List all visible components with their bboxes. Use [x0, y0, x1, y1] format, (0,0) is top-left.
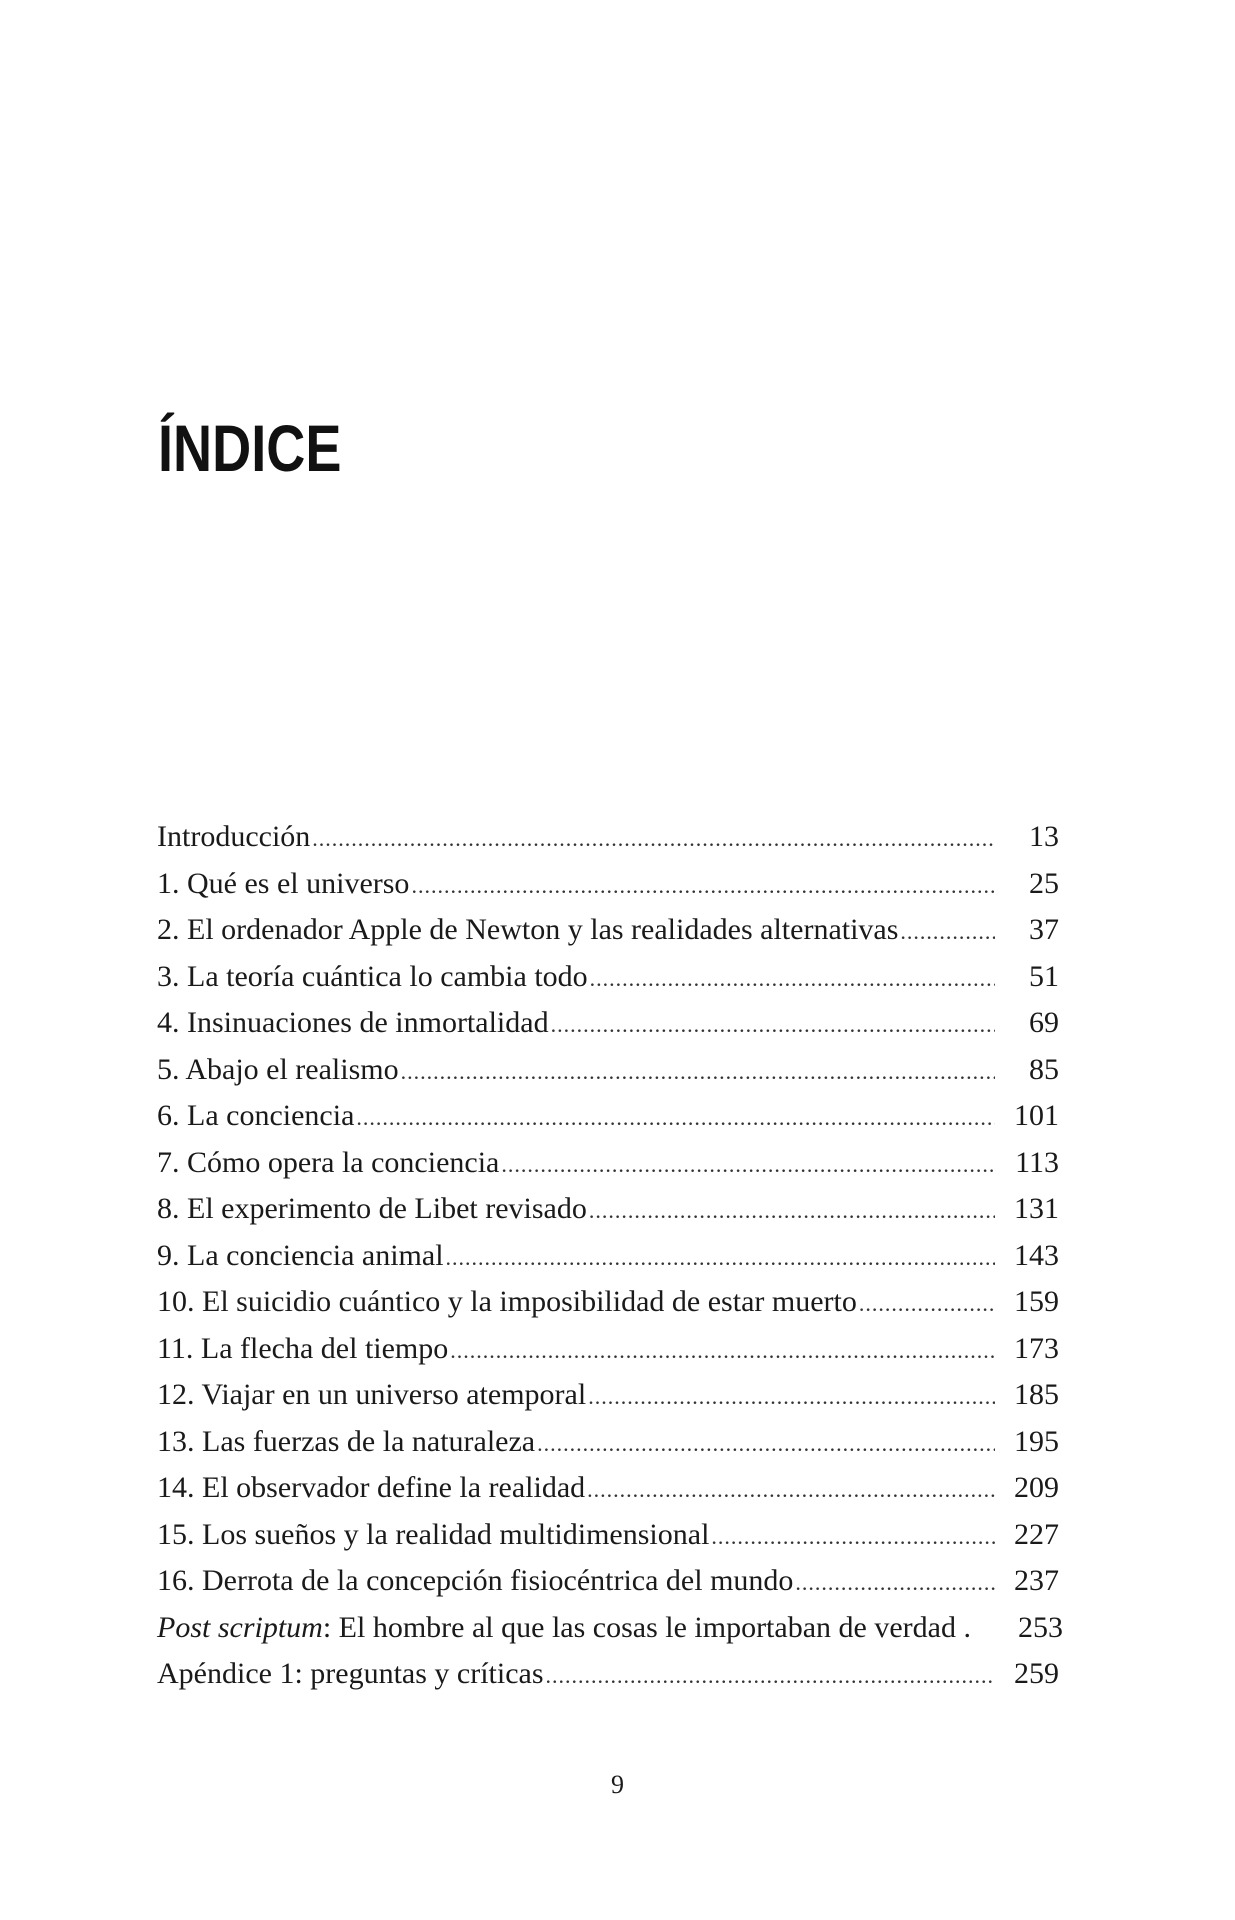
toc-entry-page: 173 — [1014, 1331, 1059, 1365]
toc-entry-4 — [157, 1000, 1059, 1047]
dot-leader — [795, 1560, 995, 1607]
toc-entry-11 — [157, 1326, 1059, 1373]
dot-leader — [711, 1514, 995, 1561]
toc-entry-label: 6. La conciencia — [157, 1099, 355, 1132]
toc-entry-label: 16. Derrota de la concepción fisiocéntrica del mundo — [157, 1564, 794, 1597]
toc-entry-1 — [157, 861, 1059, 908]
toc-entry-label: 7. Cómo opera la conciencia — [157, 1145, 500, 1179]
toc-entry-label: 13. Las fuerzas de la naturaleza — [157, 1424, 536, 1458]
toc-entry-apendice-1 — [157, 1651, 1059, 1698]
dot-leader — [900, 909, 995, 956]
toc-entry-label: 3. La teoría cuántica lo cambia todo — [157, 959, 588, 993]
toc-entry-page: 159 — [1014, 1285, 1059, 1318]
toc-entry-label: 10. El suicidio cuántico y la imposibilidad de estar muerto — [157, 1285, 857, 1318]
dot-leader — [401, 1049, 995, 1096]
toc-entry-page: 85 — [1029, 1052, 1059, 1086]
dot-leader — [450, 1328, 995, 1375]
toc-entry-7 — [157, 1140, 1059, 1187]
toc-entry-page: 69 — [1029, 1006, 1059, 1039]
page-number: 9 — [611, 1770, 624, 1799]
dot-leader — [411, 863, 995, 910]
toc-entry-16 — [157, 1558, 1059, 1605]
toc-entry-label: 2. El ordenador Apple de Newton y las realidades alternativas — [157, 913, 899, 946]
toc-entry-label: 14. El observador define la realidad — [157, 1471, 586, 1504]
dot-leader — [588, 1374, 995, 1421]
dot-leader — [859, 1281, 995, 1328]
toc-entry-label-italic: Post scriptum — [157, 1610, 323, 1644]
toc-entry-page: 37 — [1029, 913, 1059, 946]
toc-entry-15 — [157, 1512, 1059, 1559]
dot-leader — [587, 1467, 995, 1514]
toc-entry-label-rest: : El hombre al que las cosas le importaban de verdad . — [322, 1610, 971, 1644]
toc-entry-page: 143 — [1014, 1238, 1059, 1272]
dot-leader — [312, 816, 995, 863]
toc-entry-page: 131 — [1014, 1192, 1059, 1225]
toc-entry-label: Apéndice 1: preguntas y críticas — [157, 1657, 544, 1690]
toc-entry-page: 185 — [1014, 1378, 1059, 1411]
toc-entry-label: 12. Viajar en un universo atemporal — [157, 1378, 587, 1411]
toc-entry-page: 227 — [1014, 1517, 1059, 1551]
toc-entry-label: 8. El experimento de Libet revisado — [157, 1192, 587, 1225]
toc-entry-page: 253 — [1017, 1610, 1063, 1644]
toc-entry-page: 25 — [1029, 866, 1059, 900]
dot-leader — [446, 1235, 995, 1282]
toc-entry-page: 113 — [1015, 1145, 1059, 1179]
toc-entry-page: 237 — [1014, 1564, 1059, 1597]
toc-entry-14 — [157, 1465, 1059, 1512]
toc-entry-label: 15. Los sueños y la realidad multidimensional — [157, 1517, 710, 1551]
toc-entry-5 — [157, 1047, 1059, 1094]
dot-leader — [501, 1142, 995, 1189]
dot-leader — [590, 956, 995, 1003]
toc-entry-12 — [157, 1372, 1059, 1419]
toc-entry-9 — [157, 1233, 1059, 1280]
toc-entry-2 — [157, 907, 1059, 954]
toc-entry-label: 5. Abajo el realismo — [157, 1052, 399, 1086]
toc-entry-page: 195 — [1014, 1424, 1059, 1458]
toc-entry-page: 101 — [1014, 1099, 1059, 1132]
toc-entry-page: 51 — [1029, 959, 1059, 993]
toc-entry-label — [157, 1605, 971, 1652]
toc-entry-post-scriptum — [157, 1605, 1063, 1652]
toc-entry-page: 209 — [1014, 1471, 1059, 1504]
dot-leader — [546, 1653, 995, 1700]
toc-entry-introduccion — [157, 814, 1059, 861]
toc-entry-label: 4. Insinuaciones de inmortalidad — [157, 1006, 549, 1039]
page-title: ÍNDICE — [158, 411, 342, 485]
dot-leader — [551, 1002, 995, 1049]
dot-leader — [356, 1095, 995, 1142]
toc-entry-label: 1. Qué es el universo — [157, 866, 410, 900]
dot-leader — [537, 1421, 995, 1468]
toc-entry-3 — [157, 954, 1059, 1001]
dot-leader — [589, 1188, 995, 1235]
toc-entry-13 — [157, 1419, 1059, 1466]
toc-entry-6 — [157, 1093, 1059, 1140]
toc-entry-10 — [157, 1279, 1059, 1326]
toc-entry-page: 259 — [1014, 1657, 1059, 1690]
table-of-contents — [157, 814, 1063, 1698]
toc-entry-label: Introducción — [157, 820, 311, 853]
toc-entry-label: 9. La conciencia animal — [157, 1238, 444, 1272]
toc-entry-page: 13 — [1029, 820, 1059, 853]
toc-entry-label: 11. La flecha del tiempo — [157, 1331, 449, 1365]
toc-entry-8 — [157, 1186, 1059, 1233]
